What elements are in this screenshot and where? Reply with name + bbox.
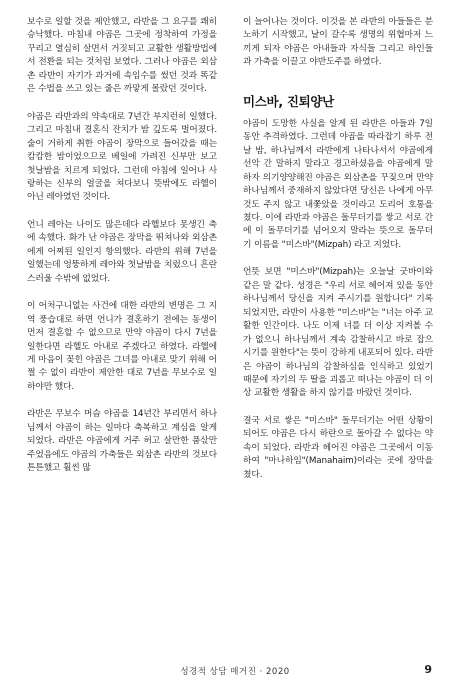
body-paragraph: 야곱이 도망한 사실을 알게 된 라반은 아들과 7일 동안 추격하였다. 그런데 야곱을 따라잡기 하루 전날 밤, 하나님께서 라반에게 나타나서서 야곱에게 선악 간 말하지 말라고 경고하셨음을 야곱에게 말하자 의기양양해진 야곱은 외삼촌을 꾸짖으며 만약 하나님께서 중재하지 않았다면 당신은 나에게 아무것도 주지 않고 내쫓았을 것이라고 도리어 호통을 쳤다. 이에 라반과 야곱은 돌무더기를 쌓고 서로 간에 이 돌무더기를 넘어오지 말라는 뜻으로 돌무더기 이름을 "미스바"(Mizpah) 라고 지었다.: [243, 118, 433, 250]
body-paragraph: 야곱은 라반과의 약속대로 7년간 부지런히 일했다. 그리고 마침내 결혼식 잔치가 밤 깊도록 벌어졌다. 술이 거하게 취한 야곱이 장막으로 들어갔을 때는 캄캄한 밤이었으므로 베일에 가려진 신부만 보고 첫날밤을 치르게 되었다. 그런데 아침에 일어나 사랑하는 신부의 얼굴을 쳐다보니 뜻밖에도 라헬이 아닌 레아였던 것이다.: [27, 111, 217, 203]
section-heading: 미스바, 진퇴양난: [243, 93, 334, 109]
body-paragraph: 이 어처구니없는 사건에 대한 라반의 변명은 그 지역 풍습대로 하면 언니가 결혼하기 전에는 동생이 먼저 결혼할 수 없으므로 만약 야곱이 다시 7년을 일한다면 라헬도 아내로 주겠다고 하였다. 라헬에게 마음이 꽂힌 야곱은 그녀를 아내로 맞기 위해 어쩔 수 없이 라반이 제안한 대로 7년을 무보수로 일하야만 했다.: [27, 301, 217, 392]
page-footer: [0, 663, 470, 679]
body-paragraph: 라반은 무보수 머슴 야곱을 14년간 부리면서 하나님께서 야곱이 하는 일마다 축복하고 계심을 알게 되었다. 라반은 야곱에게 거주 허고 살만한 품삯만 주었음에도 야곱의 가축들은 외삼촌 라반의 것보다 튼튼했고 훨씬 많: [27, 409, 217, 474]
running-footer-title: 성경적 상담 매거진 · 2020: [180, 667, 290, 677]
page-number: 9: [424, 663, 432, 676]
body-paragraph: 보수로 일할 것을 제안했고, 라반을 그 요구를 쾌히 승낙했다. 마침내 야곱은 그곳에 정착하여 가정을 꾸리고 열심히 살면서 거짓되고 교활한 생활방법에서 전환을 되는 것처럼 보였다. 그러나 야곱은 외삼촌 라반이 자기가 과거에 속임수를 썼던 것과 똑같은 수법을 쓰고 있는 줄은 까맣게 몰랐던 것이다.: [27, 17, 217, 95]
left-column: [27, 16, 217, 490]
body-paragraph: 이 늘어나는 것이다. 이것을 본 라반의 아들들은 분노하기 시작했고, 날이 갈수록 생명의 위협마저 느끼게 되자 야곱은 아내들과 자식들 그리고 하인들과 가축을 이끌고 야반도주를 하였다.: [243, 17, 433, 68]
body-paragraph: 언니 레아는 나이도 많은데다 라헬보다 못생긴 축에 속했다. 화가 난 야곱은 장막을 뛰쳐나와 외삼촌에게 어찌된 일인지 항의했다. 라반의 위해 7년을 일했는데 엉뚱하게 레아와 첫날밤을 치렀으니 흔란스러울 수밖에 없었다.: [27, 219, 217, 284]
body-paragraph: 언뜻 보면 "미스바"(Mizpah)는 오늘날 굿바이와 같은 말 같다. 성경은 "우리 서로 헤어져 있을 동안 하나님께서 당신을 지켜 주시기를 원합니다" 기록되었지만, 라반이 사용한 "미스바"는 "너는 아주 교활한 인간이다. 나도 이제 너를 더 이상 지켜볼 수가 없으니 하나님께서 계속 감찰하시고 바로 잡으시기를 원한다"는 뜻이 강하게 내포되어 있다. 라반은 야곱이 하나님의 감찰하심을 인식하고 있었기 때문에 자기의 두 딸을 괴롭고 떠나는 야곱이 더 이상 교활한 생활을 하지 않기를 바랐던 것이다.: [243, 267, 433, 399]
body-paragraph: 결국 서로 쌓은 "미스바" 돌무더기는 어떤 상황이 되어도 야곱은 다시 하란으로 돌아갈 수 없다는 약속이 되었다. 라반과 헤어진 야곱은 그곳에서 이동하여 "마나하임"(Manahaim)이라는 곳에 장막을 쳤다.: [243, 415, 433, 480]
right-column: [243, 16, 433, 496]
